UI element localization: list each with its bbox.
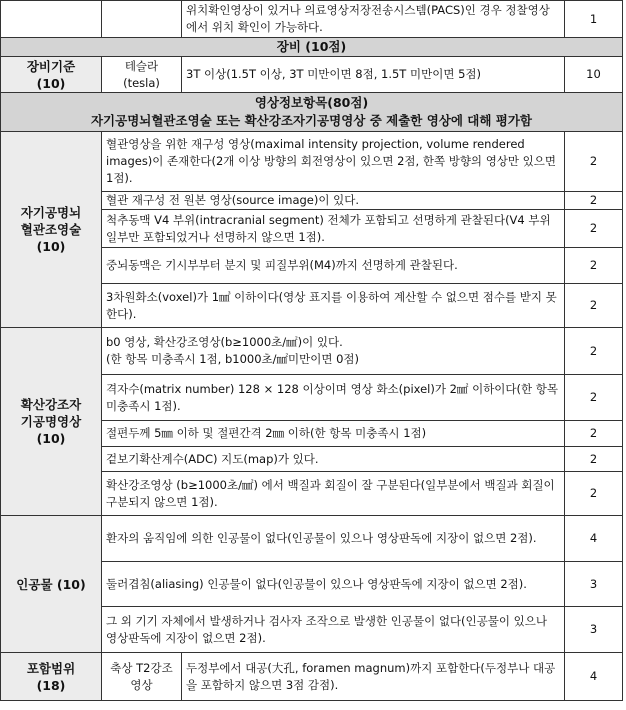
table-row bbox=[1, 132, 623, 192]
category-cell: 장비기준 (10) bbox=[1, 57, 102, 93]
section-subtitle: 자기공명뇌혈관조영술 또는 확산강조자기공명영상 중 제출한 영상에 대해 평가함 bbox=[90, 113, 532, 128]
criterion-text: 확산강조영상 (b≥1000초/㎟) 에서 백질과 회질이 잘 구분된다(일부분에서 백질과 회질이 구분되지 않으면 1점). bbox=[102, 472, 565, 516]
subcategory-cell bbox=[102, 1, 182, 38]
criterion-text: 3차원화소(voxel)가 1㎣ 이하이다(영상 표지를 이용하여 계산할 수 없으면 점수를 받지 못한다). bbox=[102, 284, 565, 328]
category-cell: 확산강조자 기공명영상 (10) bbox=[1, 328, 102, 516]
score-cell: 2 bbox=[565, 328, 623, 375]
section-header-row bbox=[1, 38, 623, 57]
criterion-text: 혈관영상을 위한 재구성 영상(maximal intensity projection, volume rendered images)이 존재한다(2개 이상 방향의 회전영상이 있으면 2점, 한쪽 방향의 영상만 있으면 1점). bbox=[102, 132, 565, 192]
subcategory-cell: 테슬라 (tesla) bbox=[102, 57, 182, 93]
category-cell: 인공물 (10) bbox=[1, 516, 102, 653]
criterion-text: 위치확인영상이 있거나 의료영상저장전송시스템(PACS)인 경우 정찰영상에서 위치 확인이 가능하다. bbox=[182, 1, 565, 38]
image-info-section-header bbox=[1, 93, 623, 132]
criterion-text: 환자의 움직임에 의한 인공물이 없다(인공물이 있으나 영상판독에 지장이 없으면 2점). bbox=[102, 516, 565, 562]
subcategory-cell: 축상 T2강조영상 bbox=[102, 653, 182, 701]
score-cell: 4 bbox=[565, 653, 623, 701]
category-cell bbox=[1, 1, 102, 38]
equipment-section-header: 장비 (10점) bbox=[1, 38, 623, 57]
category-cell: 자기공명뇌 혈관조영술 (10) bbox=[1, 132, 102, 328]
score-cell: 2 bbox=[565, 284, 623, 328]
table-row bbox=[1, 57, 623, 93]
criterion-text: 두정부에서 대공(大孔, foramen magnum)까지 포함한다(두정부나 대공을 포함하지 않으면 3점 감점). bbox=[182, 653, 565, 701]
score-cell: 2 bbox=[565, 447, 623, 472]
section-title: 영상정보항목(80점) bbox=[254, 95, 369, 110]
score-cell: 10 bbox=[565, 57, 623, 93]
score-cell: 2 bbox=[565, 375, 623, 421]
table-row bbox=[1, 1, 623, 38]
criterion-text: 중뇌동맥은 기시부부터 분지 및 피질부위(M4)까지 선명하게 관찰된다. bbox=[102, 248, 565, 284]
score-cell: 2 bbox=[565, 210, 623, 248]
criterion-text: 3T 이상(1.5T 이상, 3T 미만이면 8점, 1.5T 미만이면 5점) bbox=[182, 57, 565, 93]
criterion-text: b0 영상, 확산강조영상(b≥1000초/㎟)이 있다. (한 항목 미충족시 1점, b1000초/㎟미만이면 0점) bbox=[102, 328, 565, 375]
score-cell: 2 bbox=[565, 248, 623, 284]
criterion-text: 겉보기확산계수(ADC) 지도(map)가 있다. bbox=[102, 447, 565, 472]
score-cell: 2 bbox=[565, 421, 623, 447]
criterion-text: 척추동맥 V4 부위(intracranial segment) 전체가 포함되고 선명하게 관찰된다(V4 부위 일부만 포함되었거나 선명하지 않으면 1점). bbox=[102, 210, 565, 248]
table-row bbox=[1, 653, 623, 701]
criterion-text: 격자수(matrix number) 128 × 128 이상이며 영상 화소(pixel)가 2㎟ 이하이다(한 항목 미충족시 1점). bbox=[102, 375, 565, 421]
section-header-row bbox=[1, 93, 623, 132]
criterion-text: 혈관 재구성 전 원본 영상(source image)이 있다. bbox=[102, 192, 565, 210]
score-cell: 2 bbox=[565, 192, 623, 210]
criterion-text: 둘러겹침(aliasing) 인공물이 없다(인공물이 있으나 영상판독에 지장이 없으면 2점). bbox=[102, 562, 565, 607]
score-cell: 1 bbox=[565, 1, 623, 38]
criterion-text: 그 외 기기 자체에서 발생하거나 검사자 조작으로 발생한 인공물이 없다(인공물이 있으나 영상판독에 지장이 없으면 2점). bbox=[102, 607, 565, 653]
score-cell: 3 bbox=[565, 562, 623, 607]
score-cell: 2 bbox=[565, 132, 623, 192]
score-cell: 3 bbox=[565, 607, 623, 653]
table-row bbox=[1, 328, 623, 375]
table-row bbox=[1, 516, 623, 562]
score-cell: 4 bbox=[565, 516, 623, 562]
criterion-text: 절편두께 5㎜ 이하 및 절편간격 2㎜ 이하(한 항목 미충족시 1점) bbox=[102, 421, 565, 447]
category-cell: 포함범위 (18) bbox=[1, 653, 102, 701]
score-cell: 2 bbox=[565, 472, 623, 516]
